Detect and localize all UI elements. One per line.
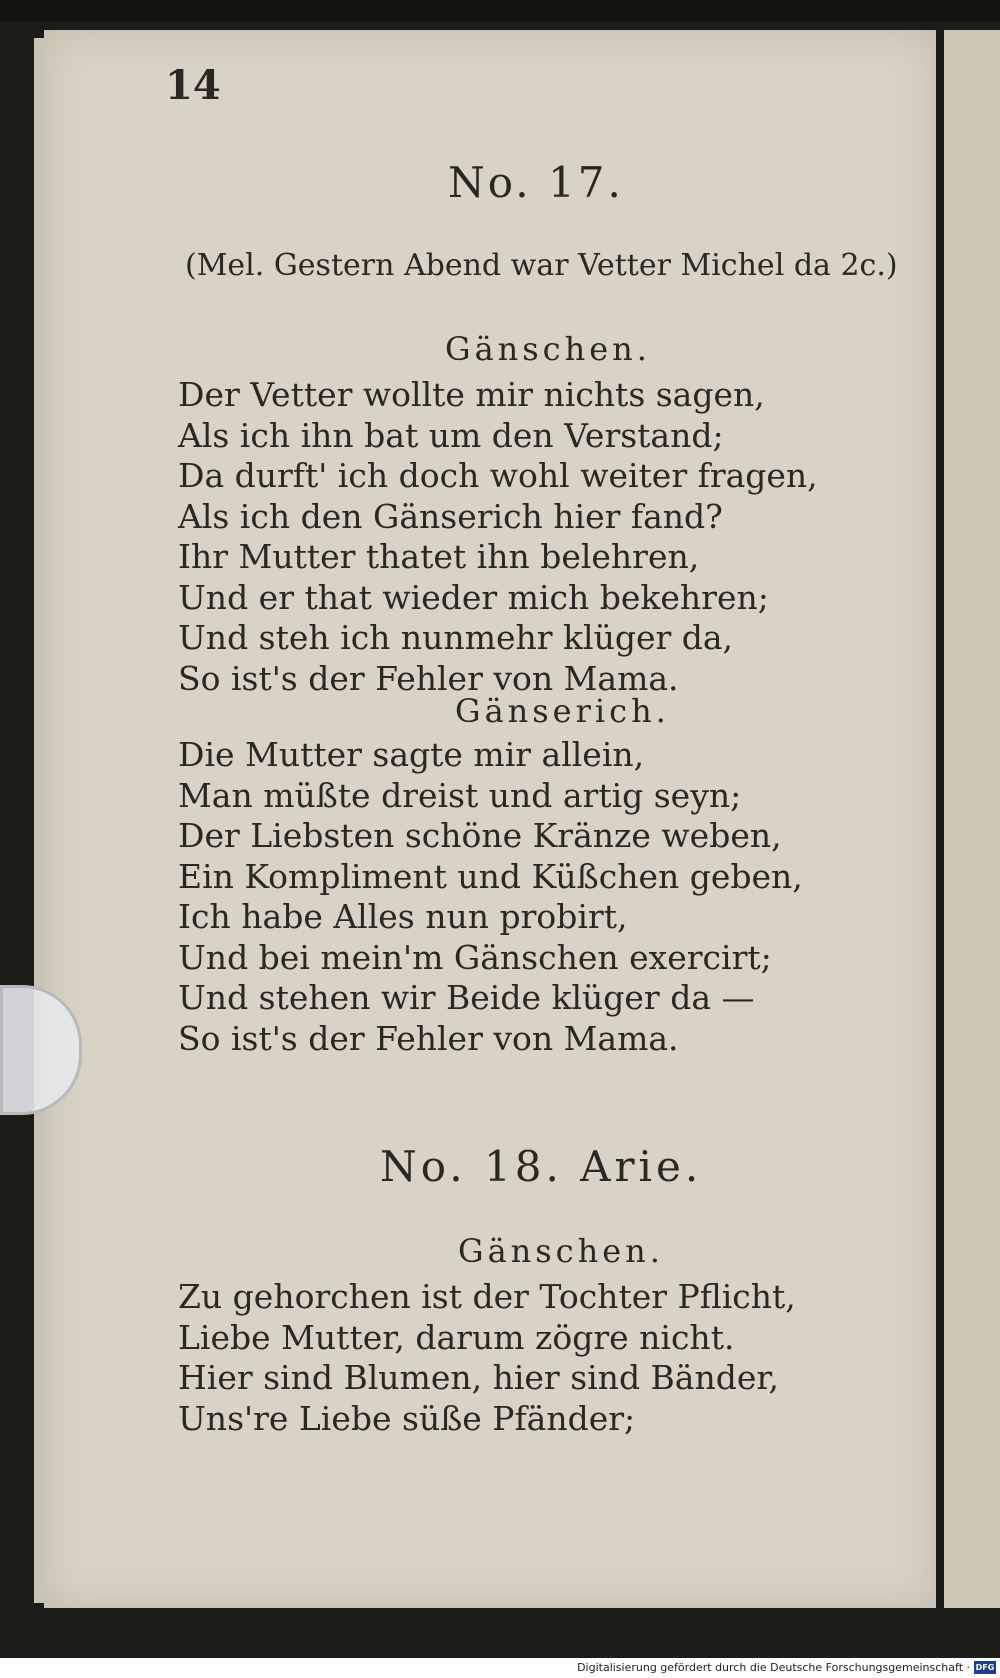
speaker-label: Gänschen. [458,1232,664,1270]
verse-stanza-3 [178,1277,796,1439]
verse-line: Und stehen wir Beide klüger da — [178,978,755,1017]
verse-line: Als ich ihn bat um den Verstand; [178,415,724,455]
verse-line: Ihr Mutter thatet ihn belehren, [178,537,700,576]
verse-line: So ist's der Fehler von Mama. [178,1018,679,1058]
speaker-label: Gänschen. [445,330,651,368]
speaker-label: Gänserich. [455,692,670,730]
verse-line: Und bei mein'm Gänschen exercirt; [178,937,772,977]
verse-line: Hier sind Blumen, hier sind Bänder, [178,1358,780,1397]
verse-line: So ist's der Fehler von Mama. [178,658,679,698]
song-17-heading: No. 17. [448,158,624,207]
verse-line: Man müßte dreist und artig seyn; [178,775,742,815]
verse-line: Uns're Liebe süße Pfänder; [178,1398,636,1438]
verse-line: Liebe Mutter, darum zögre nicht. [178,1317,735,1357]
scan-background-top [0,0,1000,22]
verse-line: Zu gehorchen ist der Tochter Pflicht, [178,1277,796,1316]
verse-line: Ich habe Alles nun probirt, [178,897,628,936]
verse-line: Der Vetter wollte mir nichts sagen, [178,375,765,414]
song-18-heading: No. 18. Arie. [380,1142,703,1191]
verse-line: Als ich den Gänserich hier fand? [178,496,723,536]
verse-stanza-2 [178,735,803,1059]
verse-line: Der Liebsten schöne Kränze weben, [178,816,782,855]
book-gutter [936,30,944,1608]
facing-page-edge [944,30,1000,1608]
digitization-footer [0,1658,1000,1678]
footer-credit: Digitalisierung gefördert durch die Deutsche Forschungsgemeinschaft · [577,1661,970,1674]
verse-line: Und er that wieder mich bekehren; [178,577,769,617]
dfg-logo: DFG [975,1663,995,1672]
page-number: 14 [165,62,221,109]
verse-line: Ein Kompliment und Küßchen geben, [178,856,803,896]
verse-line: Und steh ich nunmehr klüger da, [178,618,734,657]
verse-stanza-1 [178,375,818,699]
verse-line: Da durft' ich doch wohl weiter fragen, [178,456,818,495]
melody-note: (Mel. Gestern Abend war Vetter Michel da 2c.) [185,248,898,283]
verse-line: Die Mutter sagte mir allein, [178,735,645,774]
